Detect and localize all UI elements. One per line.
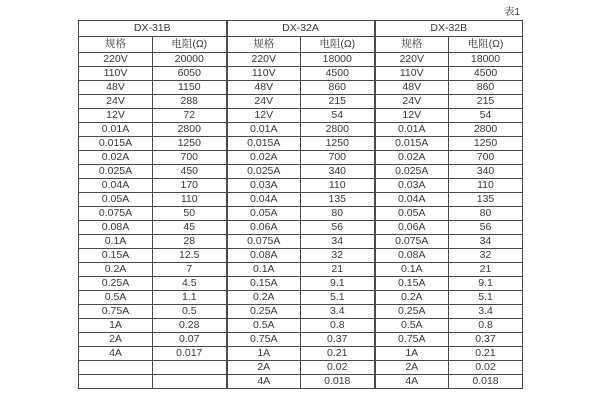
spec-cell: 0.15A	[227, 277, 301, 291]
spec-cell: 110V	[375, 67, 449, 81]
table-row	[79, 165, 523, 179]
resistance-cell: 56	[301, 221, 375, 235]
resistance-cell: 50	[153, 207, 227, 221]
spec-cell: 220V	[375, 53, 449, 67]
table-row	[79, 249, 523, 263]
spec-cell: 2A	[375, 361, 449, 375]
group-header-row	[79, 21, 523, 37]
table-caption: 表1	[504, 7, 520, 18]
resistance-column-header: 电阻(Ω)	[153, 37, 227, 53]
spec-cell: 0.015A	[227, 137, 301, 151]
spec-cell: 1A	[79, 319, 153, 333]
spec-cell: 4A	[375, 375, 449, 389]
spec-cell: 0.01A	[79, 123, 153, 137]
group-header-dx32a: DX-32A	[227, 21, 375, 37]
resistance-cell: 0.07	[153, 333, 227, 347]
table-row	[79, 333, 523, 347]
spec-cell: 48V	[375, 81, 449, 95]
spec-cell: 0.04A	[227, 193, 301, 207]
resistance-cell: 135	[301, 193, 375, 207]
resistance-cell: 700	[301, 151, 375, 165]
resistance-cell: 34	[301, 235, 375, 249]
resistance-column-header: 电阻(Ω)	[301, 37, 375, 53]
spec-cell: 2A	[227, 361, 301, 375]
table-row	[79, 291, 523, 305]
resistance-cell: 80	[301, 207, 375, 221]
table-row	[79, 319, 523, 333]
resistance-cell: 9.1	[301, 277, 375, 291]
resistance-cell: 0.018	[301, 375, 375, 389]
resistance-cell: 135	[449, 193, 523, 207]
resistance-cell: 0.02	[449, 361, 523, 375]
resistance-cell: 0.8	[301, 319, 375, 333]
spec-cell	[79, 375, 153, 389]
table-row	[79, 53, 523, 67]
spec-cell: 0.75A	[375, 333, 449, 347]
spec-cell: 0.075A	[79, 207, 153, 221]
table-row	[79, 263, 523, 277]
resistance-cell: 7	[153, 263, 227, 277]
spec-cell: 220V	[79, 53, 153, 67]
spec-cell: 24V	[227, 95, 301, 109]
table-row	[79, 305, 523, 319]
spec-cell: 0.5A	[227, 319, 301, 333]
spec-cell: 1A	[227, 347, 301, 361]
spec-cell: 0.25A	[375, 305, 449, 319]
spec-cell: 24V	[375, 95, 449, 109]
spec-cell: 0.15A	[375, 277, 449, 291]
resistance-cell: 110	[449, 179, 523, 193]
resistance-cell: 340	[449, 165, 523, 179]
resistance-cell: 20000	[153, 53, 227, 67]
resistance-cell: 56	[449, 221, 523, 235]
group-header-dx31b: DX-31B	[79, 21, 227, 37]
resistance-cell: 215	[449, 95, 523, 109]
resistance-cell: 0.018	[449, 375, 523, 389]
table-row	[79, 67, 523, 81]
spec-cell: 0.1A	[79, 235, 153, 249]
spec-cell: 0.08A	[79, 221, 153, 235]
resistance-cell: 32	[301, 249, 375, 263]
resistance-cell: 32	[449, 249, 523, 263]
spec-cell: 0.075A	[375, 235, 449, 249]
table-row	[79, 123, 523, 137]
spec-cell: 0.025A	[227, 165, 301, 179]
spec-cell: 0.5A	[375, 319, 449, 333]
table-row	[79, 277, 523, 291]
spec-cell: 0.2A	[375, 291, 449, 305]
resistance-cell: 1250	[449, 137, 523, 151]
table-row	[79, 151, 523, 165]
resistance-cell: 110	[301, 179, 375, 193]
spec-cell: 0.08A	[227, 249, 301, 263]
resistance-cell: 450	[153, 165, 227, 179]
spec-column-header: 规格	[375, 37, 449, 53]
table-row	[79, 193, 523, 207]
resistance-cell: 0.37	[301, 333, 375, 347]
table-row	[79, 95, 523, 109]
table-row	[79, 207, 523, 221]
spec-cell: 220V	[227, 53, 301, 67]
resistance-cell	[153, 375, 227, 389]
resistance-cell: 2800	[301, 123, 375, 137]
spec-cell: 1A	[375, 347, 449, 361]
spec-column-header: 规格	[227, 37, 301, 53]
resistance-cell: 28	[153, 235, 227, 249]
resistance-cell: 215	[301, 95, 375, 109]
spec-cell: 0.04A	[79, 179, 153, 193]
resistance-cell: 18000	[301, 53, 375, 67]
resistance-column-header: 电阻(Ω)	[449, 37, 523, 53]
table-row	[79, 109, 523, 123]
table-row	[79, 137, 523, 151]
resistance-cell: 860	[301, 81, 375, 95]
spec-cell: 0.01A	[375, 123, 449, 137]
spec-cell: 48V	[227, 81, 301, 95]
resistance-cell: 1150	[153, 81, 227, 95]
resistance-cell: 9.1	[449, 277, 523, 291]
spec-cell: 0.25A	[79, 277, 153, 291]
spec-cell: 2A	[79, 333, 153, 347]
spec-cell: 0.15A	[79, 249, 153, 263]
spec-cell: 0.01A	[227, 123, 301, 137]
column-header-row	[79, 37, 523, 53]
spec-cell: 4A	[79, 347, 153, 361]
resistance-cell: 54	[449, 109, 523, 123]
resistance-cell: 72	[153, 109, 227, 123]
spec-cell: 0.05A	[79, 193, 153, 207]
spec-cell: 0.05A	[227, 207, 301, 221]
resistance-cell: 45	[153, 221, 227, 235]
spec-cell: 110V	[227, 67, 301, 81]
resistance-cell: 700	[449, 151, 523, 165]
resistance-cell: 0.21	[449, 347, 523, 361]
table-row	[79, 221, 523, 235]
spec-cell: 110V	[79, 67, 153, 81]
table-row	[79, 235, 523, 249]
spec-cell: 0.08A	[375, 249, 449, 263]
resistance-cell: 110	[153, 193, 227, 207]
spec-cell: 0.2A	[79, 263, 153, 277]
resistance-cell: 3.4	[449, 305, 523, 319]
spec-cell: 0.06A	[375, 221, 449, 235]
resistance-cell: 21	[449, 263, 523, 277]
spec-cell: 0.1A	[375, 263, 449, 277]
table-row	[79, 347, 523, 361]
spec-cell: 0.015A	[375, 137, 449, 151]
spec-cell: 48V	[79, 81, 153, 95]
spec-cell: 12V	[227, 109, 301, 123]
resistance-cell: 2800	[449, 123, 523, 137]
resistance-cell: 0.5	[153, 305, 227, 319]
resistance-cell	[153, 361, 227, 375]
spec-cell: 12V	[375, 109, 449, 123]
resistance-cell: 288	[153, 95, 227, 109]
resistance-cell: 0.8	[449, 319, 523, 333]
spec-cell: 0.025A	[79, 165, 153, 179]
resistance-cell: 3.4	[301, 305, 375, 319]
spec-cell: 0.015A	[79, 137, 153, 151]
resistance-cell: 6050	[153, 67, 227, 81]
resistance-cell: 860	[449, 81, 523, 95]
spec-cell: 0.1A	[227, 263, 301, 277]
resistance-cell: 0.02	[301, 361, 375, 375]
spec-cell: 0.04A	[375, 193, 449, 207]
spec-cell: 24V	[79, 95, 153, 109]
resistance-cell: 21	[301, 263, 375, 277]
resistance-table	[78, 20, 523, 389]
resistance-cell: 4.5	[153, 277, 227, 291]
resistance-cell: 2800	[153, 123, 227, 137]
resistance-cell: 54	[301, 109, 375, 123]
group-header-dx32b: DX-32B	[375, 21, 523, 37]
resistance-cell: 340	[301, 165, 375, 179]
table-header	[79, 21, 523, 53]
spec-cell: 0.02A	[227, 151, 301, 165]
spec-cell: 0.03A	[227, 179, 301, 193]
resistance-cell: 5.1	[301, 291, 375, 305]
spec-cell: 0.025A	[375, 165, 449, 179]
resistance-cell: 1250	[301, 137, 375, 151]
resistance-cell: 0.21	[301, 347, 375, 361]
resistance-cell: 5.1	[449, 291, 523, 305]
spec-cell	[79, 361, 153, 375]
spec-cell: 0.2A	[227, 291, 301, 305]
spec-cell: 12V	[79, 109, 153, 123]
resistance-cell: 4500	[301, 67, 375, 81]
spec-cell: 0.75A	[227, 333, 301, 347]
resistance-cell: 80	[449, 207, 523, 221]
spec-cell: 0.25A	[227, 305, 301, 319]
spec-cell: 0.05A	[375, 207, 449, 221]
table-row	[79, 361, 523, 375]
spec-cell: 0.02A	[375, 151, 449, 165]
spec-column-header: 规格	[79, 37, 153, 53]
resistance-cell: 18000	[449, 53, 523, 67]
resistance-cell: 170	[153, 179, 227, 193]
table-row	[79, 179, 523, 193]
resistance-cell: 1250	[153, 137, 227, 151]
table-row	[79, 81, 523, 95]
table-row	[79, 375, 523, 389]
spec-cell: 0.075A	[227, 235, 301, 249]
resistance-cell: 0.28	[153, 319, 227, 333]
resistance-cell: 700	[153, 151, 227, 165]
resistance-cell: 4500	[449, 67, 523, 81]
spec-cell: 0.5A	[79, 291, 153, 305]
spec-cell: 0.03A	[375, 179, 449, 193]
spec-cell: 0.75A	[79, 305, 153, 319]
resistance-cell: 12.5	[153, 249, 227, 263]
resistance-cell: 0.017	[153, 347, 227, 361]
resistance-cell: 0.37	[449, 333, 523, 347]
spec-cell: 0.02A	[79, 151, 153, 165]
resistance-cell: 34	[449, 235, 523, 249]
table-body	[79, 53, 523, 389]
spec-cell: 4A	[227, 375, 301, 389]
spec-cell: 0.06A	[227, 221, 301, 235]
resistance-cell: 1.1	[153, 291, 227, 305]
